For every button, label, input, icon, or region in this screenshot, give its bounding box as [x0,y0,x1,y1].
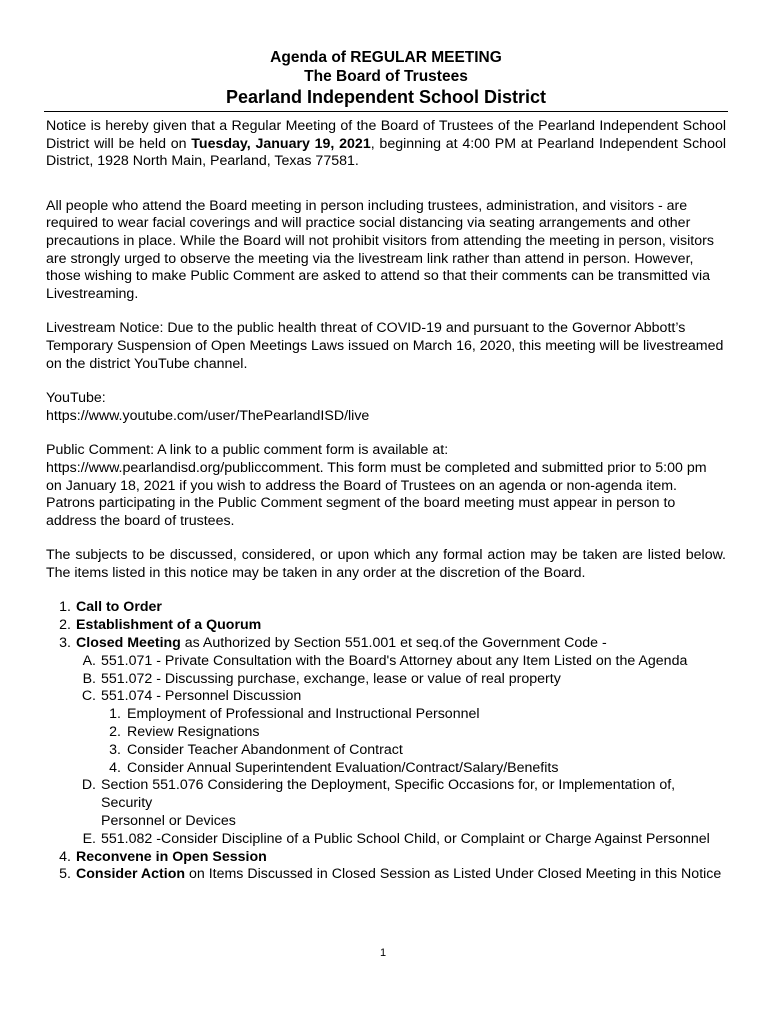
notice-text-after: , beginning at 4:00 PM at Pearland Independent School District, 1928 North Main, Pearland, Texas 77581. [46,135,726,170]
livestream-notice: Livestream Notice: Due to the public health threat of COVID-19 and pursuant to the Governor Abbott’s Temporary Suspension of Open Meetings Laws issued on March 16, 2020, this meeting will be livestreamed on the district YouTube channel. [46,320,724,372]
personnel-subitem-3: 3. Consider Teacher Abandonment of Contract [109,741,403,758]
notice-text-before: Notice is hereby given that a Regular Meeting of the Board of Trustees of the Pearland Independent School District will be held on [46,118,726,152]
agenda-item-closed-meeting: 3. Closed Meeting as Authorized by Section 551.001 et seq.of the Government Code - [59,635,607,652]
personnel-subitem-4: 4. Consider Annual Superintendent Evaluation/Contract/Salary/Benefits [109,759,559,776]
attendance-paragraph: All people who attend the Board meeting in person including trustees, administration, and visitors - are required to wear facial coverings and will practice social distancing via seating arrangements and other precautions in place. While the Board will not prohibit visitors from attending the meeting in person, visitors are strongly urged to observe the meeting via the livestream link rather than attend in person. However, those wishing to make Public Comment are asked to attend so that their comments can be transmitted via Livestreaming. [46,197,714,302]
header-agenda-title: Agenda of REGULAR MEETING [270,49,502,66]
header-board-name: The Board of Trustees [304,68,468,85]
meeting-date: Tuesday, January 19, 2021 [191,135,371,152]
personnel-subitem-2: 2. Review Resignations [109,724,260,741]
agenda-item-call-to-order: 1. Call to Order [59,599,162,616]
meeting-notice [46,118,726,171]
page-number: 1 [380,947,387,959]
agenda-list [46,599,726,884]
personnel-subitem-1: 1. Employment of Professional and Instructional Personnel [109,706,480,723]
closed-meeting-subitem-a: A. 551.071 - Private Consultation with the Board's Attorney about any Item Listed on the Agenda [82,652,688,669]
header-divider [44,111,728,112]
closed-meeting-subitem-b: B. 551.072 - Discussing purchase, exchange, lease or value of real property [82,670,561,687]
youtube-link[interactable]: https://www.youtube.com/user/ThePearlandISD/live [46,407,370,424]
closed-meeting-subitem-c: C. 551.074 - Personnel Discussion [81,688,302,705]
subjects-paragraph: The subjects to be discussed, considered, or upon which any formal action may be taken are listed below. The items listed in this notice may be taken in any order at the discretion of the Board. [46,547,726,581]
youtube-label: YouTube: [46,390,106,407]
agenda-item-quorum: 2. Establishment of a Quorum [59,617,262,634]
header-district-name: Pearland Independent School District [225,87,547,107]
public-comment-intro: Public Comment: A link to a public comment form is available at: [46,442,449,459]
closed-meeting-subitem-e: E. 551.082 -Consider Discipline of a Public School Child, or Complaint or Charge Against Personnel [82,830,710,847]
public-comment-details: https://www.pearlandisd.org/publiccomment. This form must be completed and submitted prior to 5:00 pm on January 18, 2021 if you wish to address the Board of Trustees on an agenda or non-agenda item. Patrons participating in the Public Comment segment of the board meeting must appear in person to address the board of trustees. [46,459,707,529]
agenda-item-consider-action: 5. Consider Action on Items Discussed in Closed Session as Listed Under Closed Meeting in this Notice [59,866,722,883]
closed-meeting-subitem-d: D. Section 551.076 Considering the Deployment, Specific Occasions for, or Implementation of, Security Personnel or Devices [81,777,676,830]
agenda-page [46,48,726,884]
agenda-item-reconvene: 4. Reconvene in Open Session [59,848,267,865]
